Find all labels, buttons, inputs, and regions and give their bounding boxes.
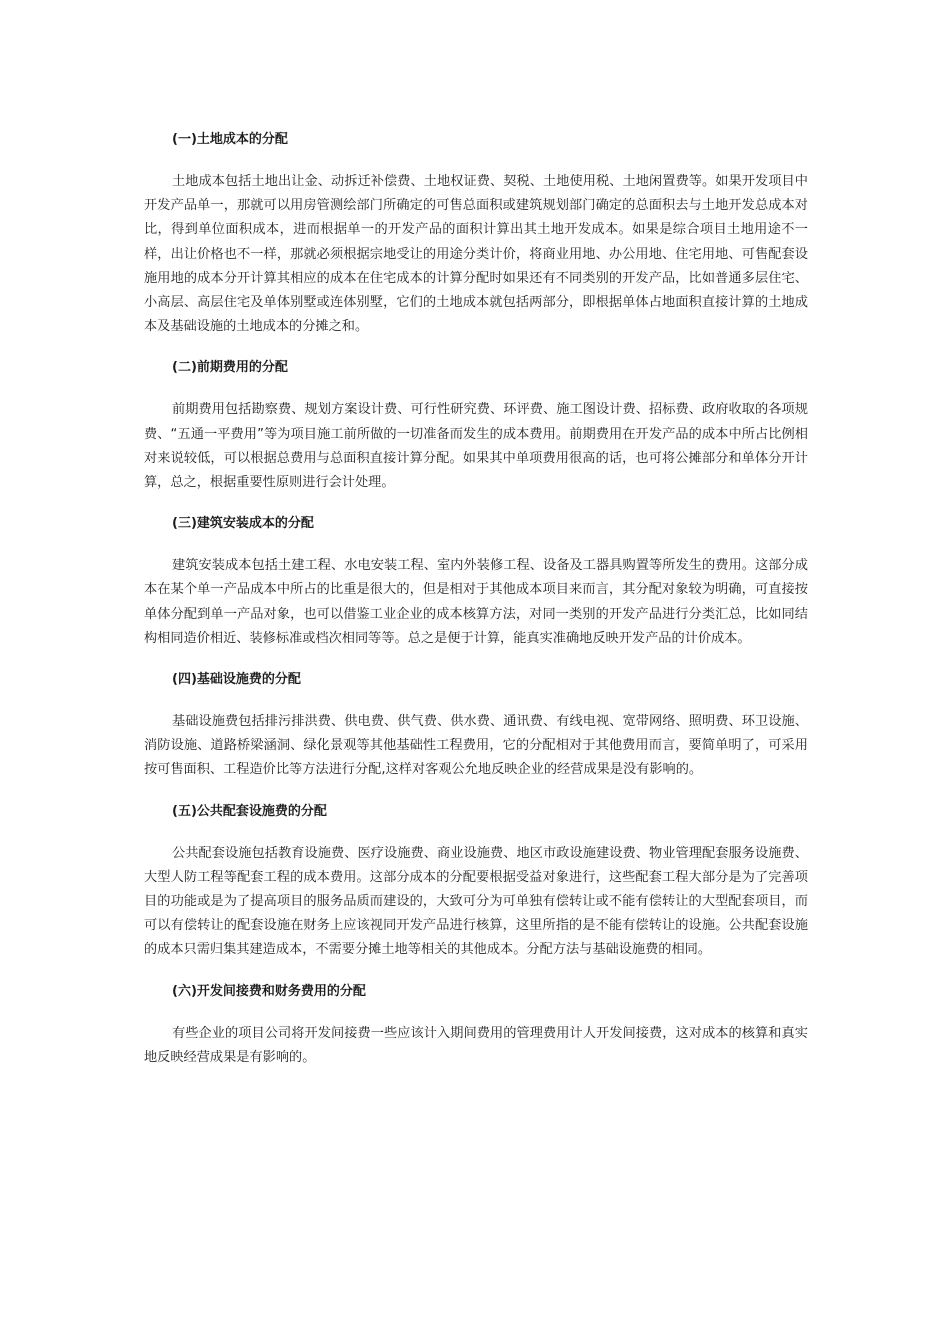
section-heading-land-cost: (一)土地成本的分配 [172, 132, 288, 147]
section-body-public-facilities-cost: 公共配套设施包括教育设施费、医疗设施费、商业设施费、地区市政设施建设费、物业管理配套服务设施费、大型人防工程等配套工程的成本费用。这部分成本的分配要根据受益对象进行，这些配套工程大部分是为了完善项目的功能或是为了提高项目的服务品质而建设的，大致可分为可单独有偿转让或不能有偿转让的大型配套项目，而可以有偿转让的配套设施在财务上应该视同开发产品进行核算，这里所指的是不能有偿转让的设施。公共配套设施的成本只需归集其建造成本，不需要分摊土地等相关的其他成本。分配方法与基础设施费的相同。 [144, 845, 808, 958]
document-page [144, 118, 808, 1070]
section-body-land-cost: 土地成本包括土地出让金、动拆迁补偿费、土地权证费、契税、土地使用税、土地闲置费等。如果开发项目中开发产品单一，那就可以用房管测绘部门所确定的可售总面积或建筑规划部门确定的总面积去与土地开发总成本对比，得到单位面积成本，进而根据单一的开发产品的面积计算出其土地开发成本。如果是综合项目土地用途不一样，出让价格也不一样，那就必须根据宗地受让的用途分类计价，将商业用地、办公用地、住宅用地、可售配套设施用地的成本分开计算其相应的成本在住宅成本的计算分配时如果还有不同类别的开发产品，比如普通多层住宅、小高层、高层住宅及单体别墅或连体别墅，它们的土地成本就包括两部分，即根据单体占地面积直接计算的土地成本及基础设施的土地成本的分摊之和。 [144, 174, 808, 335]
section-body-indirect-financial-cost: 有些企业的项目公司将开发间接费一些应该计入期间费用的管理费用计人开发间接费，这对成本的核算和真实地反映经营成果是有影响的。 [144, 1025, 808, 1065]
section-heading-infrastructure-cost: (四)基础设施费的分配 [172, 672, 301, 688]
section-body-construction-cost: 建筑安装成本包括土建工程、水电安装工程、室内外装修工程、设备及工器具购置等所发生的费用。这部分成本在某个单一产品成本中所占的比重是很大的，但是相对于其他成本项目来而言，其分配对象较为明确，可直接按单体分配到单一产品对象，也可以借鉴工业企业的成本核算方法，对同一类别的开发产品进行分类汇总，比如同结构相同造价相近、装修标准或档次相同等等。总之是便于计算，能真实准确地反映开发产品的计价成本。 [144, 558, 808, 646]
section-heading-construction-cost: (三)建筑安装成本的分配 [172, 516, 314, 532]
section-heading-indirect-financial-cost: (六)开发间接费和财务费用的分配 [172, 983, 366, 999]
section-body-preliminary-cost: 前期费用包括勘察费、规划方案设计费、可行性研究费、环评费、施工图设计费、招标费、政府收取的各项规费、“五通一平费用”等为项目施工前所做的一切准备而发生的成本费用。前期费用在开发产品的成本中所占比例相对来说较低，可以根据总费用与总面积直接计算分配。如果其中单项费用很高的话，也可将公摊部分和单体分开计算，总之，根据重要性原则进行会计处理。 [144, 402, 808, 491]
section-heading-preliminary-cost: (二)前期费用的分配 [172, 360, 288, 376]
section-body-infrastructure-cost: 基础设施费包括排污排洪费、供电费、供气费、供水费、通讯费、有线电视、宽带网络、照明费、环卫设施、消防设施、道路桥梁涵洞、绿化景观等其他基础性工程费用，它的分配相对于其他费用而言，要简单明了，可采用按可售面积、工程造价比等方法进行分配,这样对客观公允地反映企业的经营成果是没有影响的。 [144, 714, 808, 778]
section-heading-public-facilities-cost: (五)公共配套设施费的分配 [172, 803, 327, 819]
